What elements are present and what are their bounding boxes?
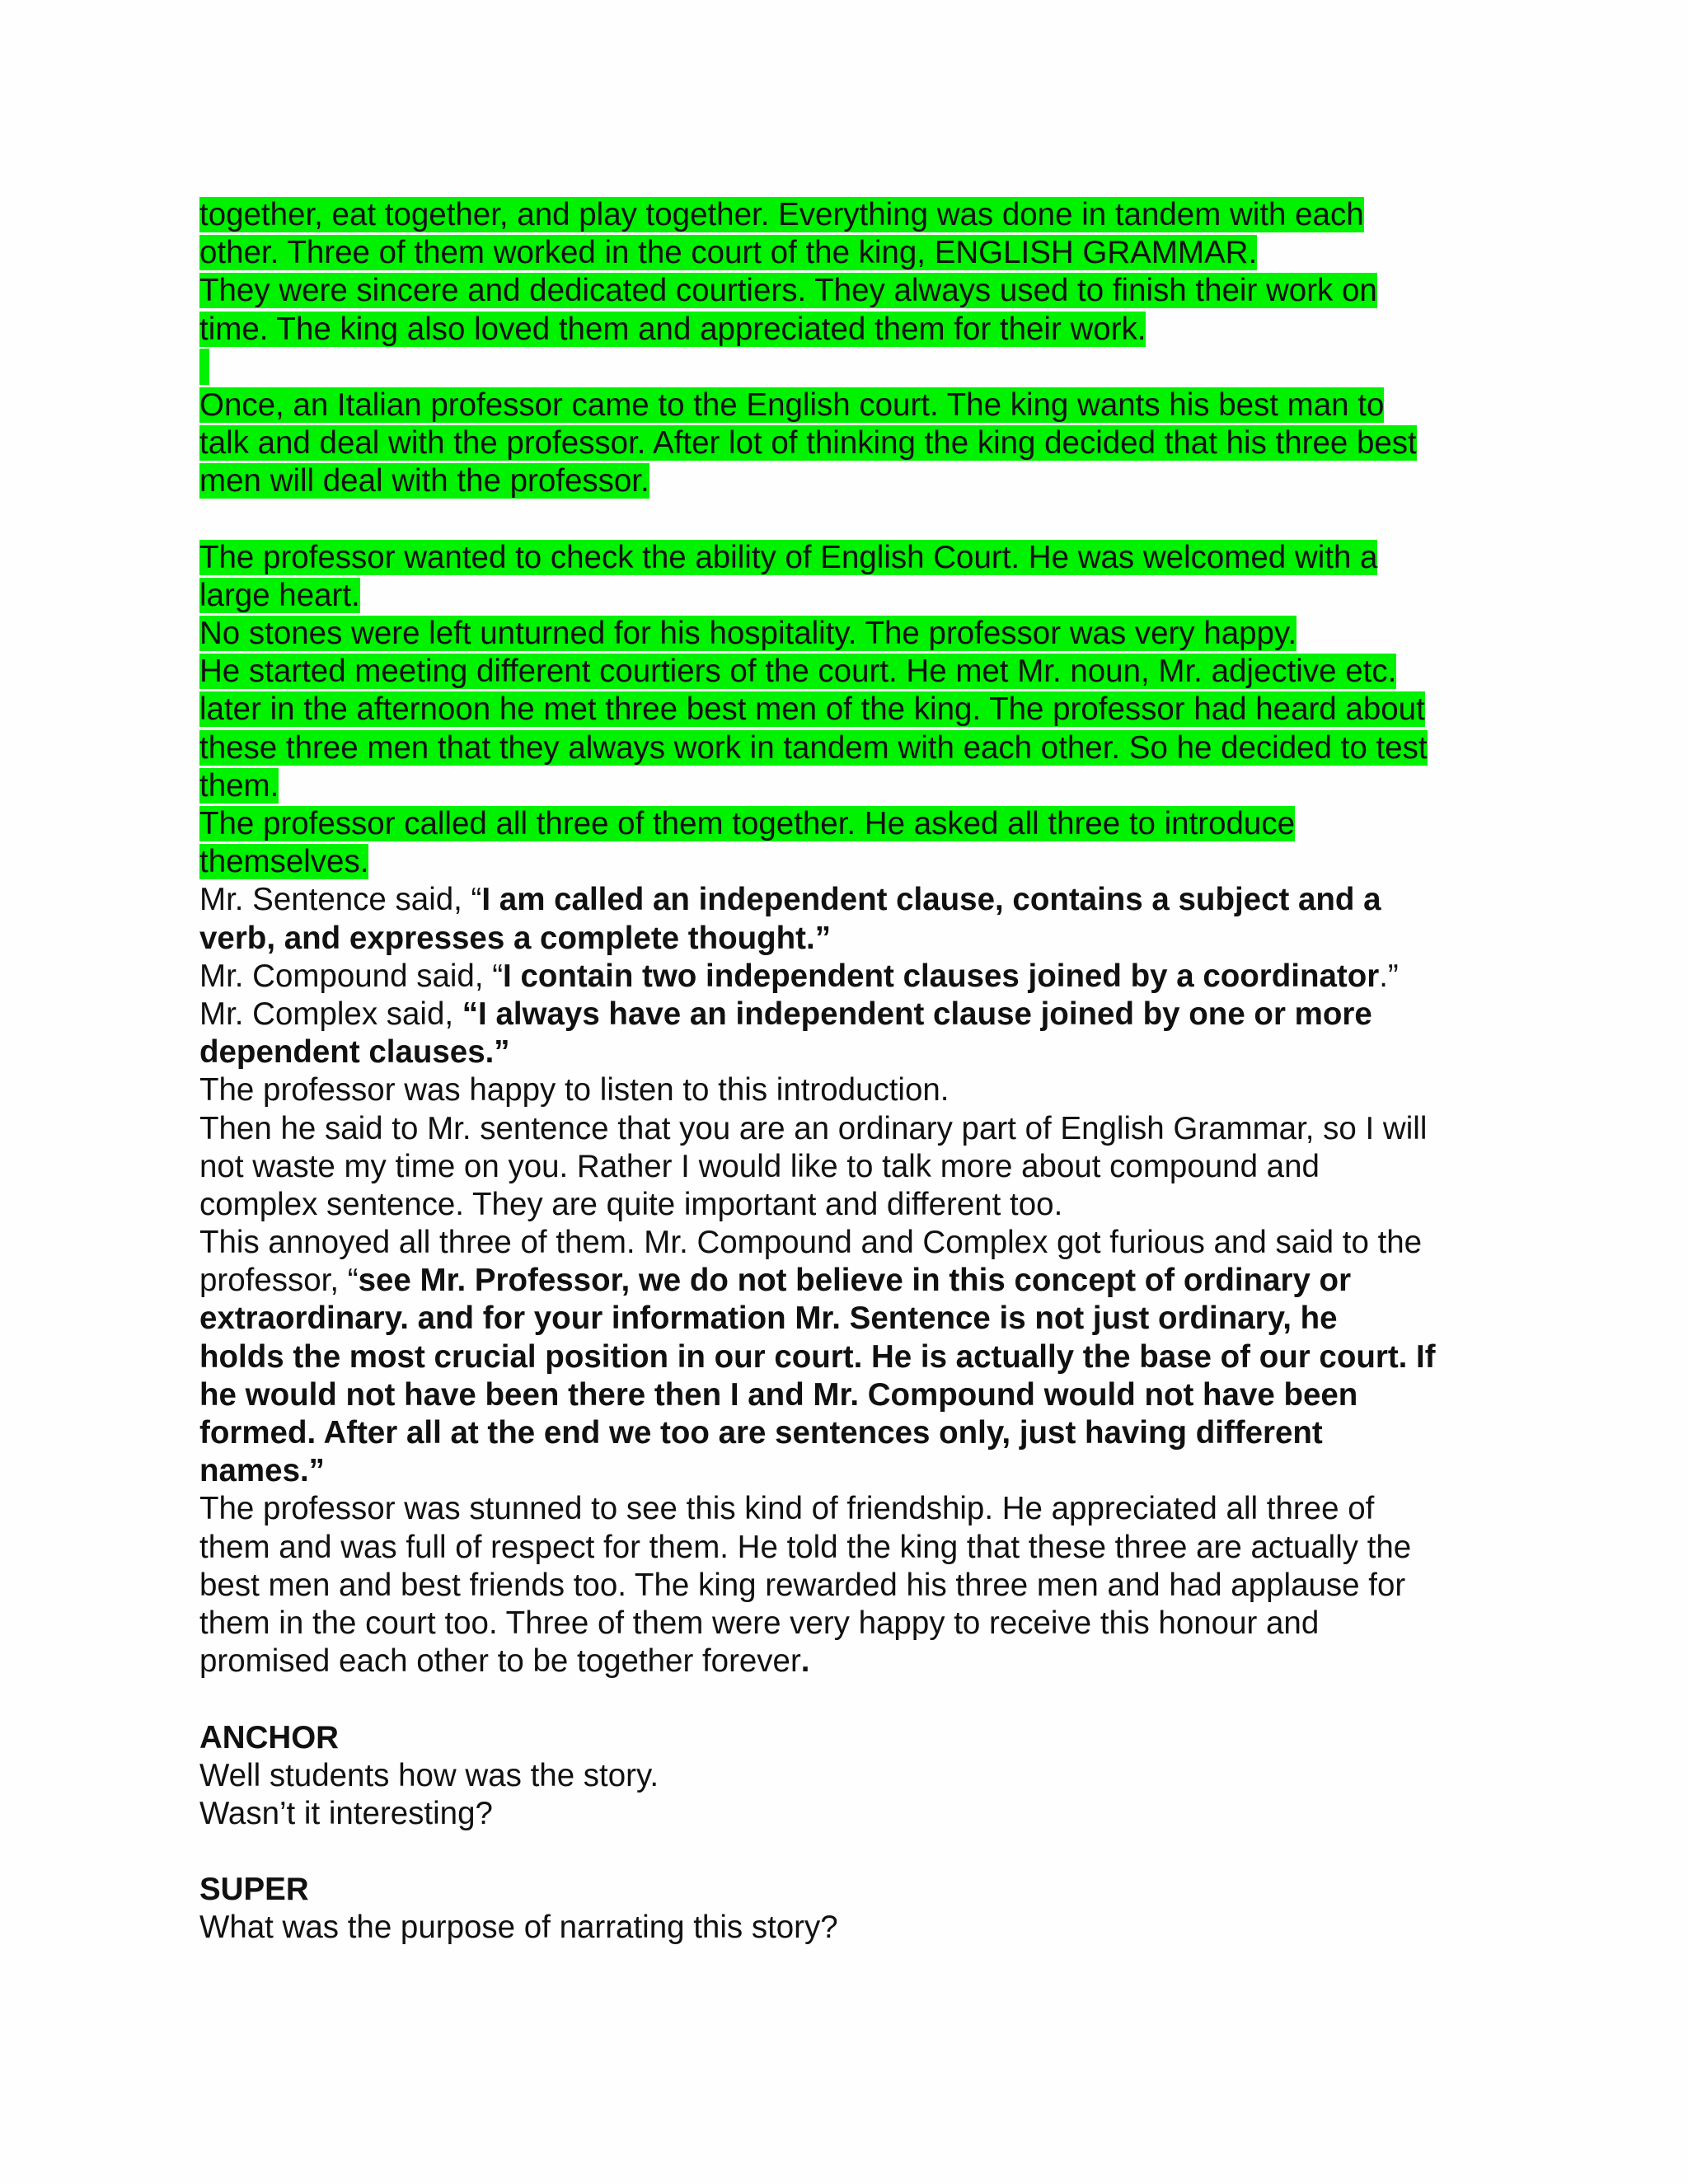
text-line: Well students how was the story. [199,1757,659,1793]
text-line: not waste my time on you. Rather I would like to talk more about compound and [199,1148,1320,1184]
quote-bold: see Mr. Professor, we do not believe in this concept of ordinary or [358,1263,1352,1299]
text-line: them in the court too. Three of them were very happy to receive this honour and [199,1605,1320,1641]
text-line [199,920,1518,958]
speaker-text: Mr. Sentence said, “ [199,882,482,918]
highlighted-text: men will deal with the professor. [199,463,649,499]
blank-line [199,1680,1518,1718]
text-line [199,424,1518,462]
text-line: complex sentence. They are quite important and different too. [199,1186,1063,1222]
text-line [199,387,1518,424]
text-line [199,234,1518,272]
text-line [199,958,1518,996]
text-line [199,767,1518,805]
text-line [199,272,1518,310]
blank-line [199,349,1518,387]
anchor-heading: ANCHOR [199,1719,339,1755]
ending-period: . [800,1643,810,1680]
text-line: What was the purpose of narrating this story? [199,1910,838,1946]
highlighted-text: large heart. [199,577,360,613]
highlighted-text: themselves. [199,844,369,880]
highlighted-text: The professor wanted to check the ability of English Court. He was welcomed with a [199,539,1378,575]
text-line: Then he said to Mr. sentence that you are an ordinary part of English Grammar, so I will [199,1110,1428,1146]
text-line-bold: formed. After all at the end we too are sentences only, just having different [199,1415,1323,1451]
highlighted-text: them. [199,767,279,804]
text-line [199,539,1518,577]
document-content [199,196,1518,1947]
text-line-bold: extraordinary. and for your information Mr. Sentence is not just ordinary, he [199,1301,1338,1337]
text-line [199,805,1518,843]
text-line [199,1262,1518,1300]
text-line-bold: holds the most crucial position in our court. He is actually the base of our court. If [199,1338,1436,1375]
text-line [199,1033,1518,1071]
text-line-bold: names.” [199,1453,325,1489]
quote-end: .” [1379,958,1399,994]
text-line [199,311,1518,349]
ending-text: promised each other to be together forever [199,1643,801,1680]
text-line [199,729,1518,767]
text-line [199,1643,1518,1680]
highlighted-text: together, eat together, and play together. Everything was done in tandem with each [199,197,1364,232]
highlight-stub [199,349,209,385]
highlighted-text: He started meeting different courtiers of the court. He met Mr. noun, Mr. adjective etc. [199,654,1397,690]
speaker-text: Mr. Complex said, [199,996,462,1032]
highlighted-text: talk and deal with the professor. After lot of thinking the king decided that his three best [199,425,1417,462]
quote-bold: dependent clauses.” [199,1034,510,1071]
text-line [199,615,1518,653]
highlighted-text: No stones were left unturned for his hospitality. The professor was very happy. [199,616,1297,652]
quote-bold: I contain two independent clauses joined by a coordinator [503,958,1380,994]
super-heading: SUPER [199,1872,309,1908]
reply-prefix: professor, “ [199,1263,359,1299]
text-line: The professor was happy to listen to this introduction. [199,1072,950,1108]
quote-bold: verb, and expresses a complete thought.” [199,920,831,956]
highlighted-text: They were sincere and dedicated courtiers. They always used to finish their work on [199,273,1377,309]
quote-bold: I am called an independent clause, contains a subject and a [481,882,1381,918]
text-line: The professor was stunned to see this kind of friendship. He appreciated all three of [199,1491,1375,1527]
highlighted-text: time. The king also loved them and appreciated them for their work. [199,311,1146,347]
text-line: Wasn’t it interesting? [199,1795,493,1831]
text-line [199,881,1518,919]
text-line: best men and best friends too. The king rewarded his three men and had applause for [199,1567,1406,1603]
highlighted-text: later in the afternoon he met three best men of the king. The professor had heard about [199,691,1425,728]
speaker-text: Mr. Compound said, “ [199,958,504,994]
text-line [199,462,1518,500]
quote-bold: “I always have an independent clause joined by one or more [462,996,1372,1032]
highlighted-text: these three men that they always work in tandem with each other. So he decided to test [199,729,1428,766]
text-line: This annoyed all three of them. Mr. Compound and Complex got furious and said to the [199,1225,1423,1261]
text-line-bold: he would not have been there then I and Mr. Compound would not have been [199,1376,1358,1413]
text-line: them and was full of respect for them. He told the king that these three are actually the [199,1529,1412,1565]
blank-line [199,1833,1518,1871]
text-line [199,196,1518,234]
text-line [199,843,1518,881]
highlighted-text: Once, an Italian professor came to the English court. The king wants his best man to [199,387,1385,423]
text-line [199,577,1518,615]
text-line [199,653,1518,691]
highlighted-text: The professor called all three of them together. He asked all three to introduce [199,806,1296,841]
text-line [199,691,1518,729]
text-line [199,996,1518,1033]
blank-line [199,501,1518,539]
highlighted-text: other. Three of them worked in the court of the king, ENGLISH GRAMMAR. [199,235,1258,271]
